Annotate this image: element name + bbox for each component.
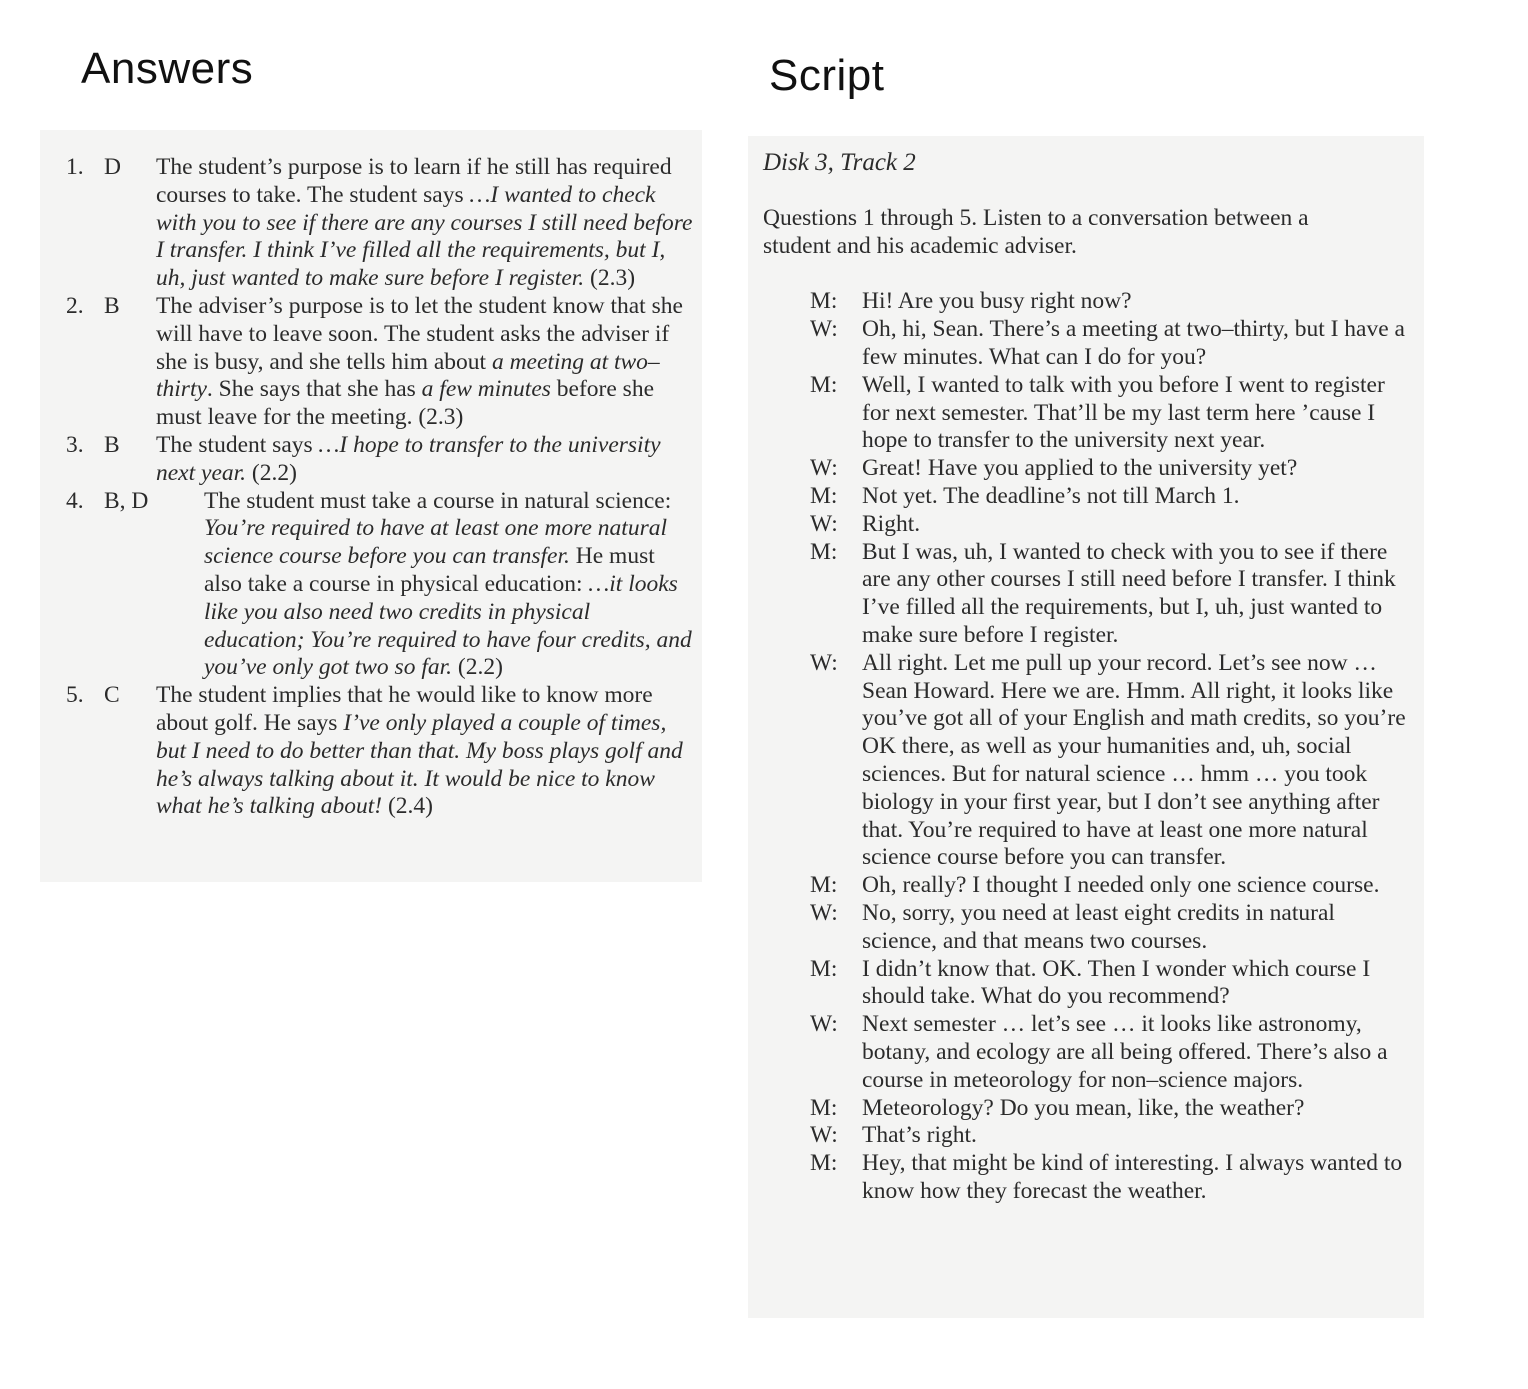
answer-number: 5. (66, 682, 84, 709)
dialogue-line (810, 372, 1413, 455)
answer-number: 3. (66, 431, 84, 458)
speaker-label: M: (810, 371, 838, 398)
dialogue-text: I didn’t know that. OK. Then I wonder which course I should take. What do you recommend? (862, 955, 1371, 1010)
speaker-label: W: (810, 649, 838, 676)
answer-explanation: The student implies that he would like to know more about golf. He says I’ve only played a couple of times, but I need to do better than that. My boss plays golf and he’s always talking about it. It would be nice to know what he’s talking about! (2.4) (156, 682, 683, 820)
answer-item (66, 293, 696, 432)
dialogue-line (810, 872, 1413, 900)
dialogue-list (810, 288, 1413, 1205)
dialogue-line (810, 1150, 1413, 1206)
speaker-label: M: (810, 1094, 838, 1121)
dialogue-line (810, 511, 1413, 539)
dialogue-line (810, 316, 1413, 372)
speaker-label: W: (810, 1011, 838, 1038)
dialogue-text: Next semester … let’s see … it looks like astronomy, botany, and ecology are all being offered. There’s also a course in meteorology for non–science majors. (862, 1011, 1388, 1093)
dialogue-text: All right. Let me pull up your record. Let’s see now … Sean Howard. Here we are. Hmm. All right, it looks like you’ve got all of your English and math credits, so you’re OK there, as well as your humanities and, uh, social sciences. But for natural science … hmm … you took biology in your first year, but I don’t see anything after that. You’re required to have at least one more natural science course before you can transfer. (862, 649, 1406, 871)
dialogue-line (810, 900, 1413, 956)
dialogue-text: But I was, uh, I wanted to check with you to see if there are any other courses I still need before I transfer. I think I’ve filled all the requirements, but I, uh, just wanted to make sure before I register. (862, 538, 1396, 648)
dialogue-line (810, 650, 1413, 872)
script-panel (763, 149, 1413, 1206)
answer-item (66, 682, 696, 821)
answer-number: 1. (66, 154, 84, 180)
dialogue-line (810, 455, 1413, 483)
dialogue-line (810, 539, 1413, 650)
speaker-label: M: (810, 1150, 838, 1177)
dialogue-text: Not yet. The deadline’s not till March 1. (862, 482, 1240, 509)
dialogue-text: Great! Have you applied to the university yet? (862, 455, 1298, 482)
dialogue-text: Well, I wanted to talk with you before I went to register for next semester. That’ll be my last term here ’cause I hope to transfer to the university next year. (862, 371, 1385, 454)
dialogue-line (810, 956, 1413, 1012)
speaker-label: W: (810, 899, 838, 926)
answer-explanation: The student’s purpose is to learn if he still has required courses to take. The student says …I wanted to check with you to see if there are any courses I still need before I transfer. I think I’ve filled all the requirements, but I, uh, just wanted to make sure before I register. (2.3) (156, 154, 693, 292)
answer-number: 4. (66, 487, 84, 514)
dialogue-text: No, sorry, you need at least eight credits in natural science, and that means two courses. (862, 899, 1335, 954)
dialogue-line (810, 1011, 1413, 1094)
speaker-label: W: (810, 455, 838, 482)
dialogue-line (810, 1095, 1413, 1123)
answer-number: 2. (66, 292, 84, 319)
speaker-label: W: (810, 1122, 838, 1149)
answer-explanation: The student must take a course in natural science: You’re required to have at least one more natural science course before you can transfer. He must also take a course in physical education: …it looks like you also need two credits in physical education; You’re required to have four credits, and you’ve only got two so far. (2.2) (204, 487, 692, 681)
answer-letter: B, D (104, 487, 149, 514)
dialogue-text: Oh, really? I thought I needed only one science course. (862, 872, 1380, 899)
dialogue-text: Meteorology? Do you mean, like, the weather? (862, 1094, 1305, 1121)
dialogue-text: Hey, that might be kind of interesting. I always wanted to know how they forecast the weather. (862, 1150, 1403, 1204)
dialogue-text: Hi! Are you busy right now? (862, 288, 1132, 315)
speaker-label: M: (810, 872, 838, 899)
disk-track-label: Disk 3, Track 2 (763, 149, 916, 176)
speaker-label: W: (810, 510, 838, 537)
answers-heading: Answers (81, 44, 254, 93)
script-intro: Questions 1 through 5. Listen to a conversation between a student and his academic adviser. (763, 204, 1309, 259)
answer-item (66, 488, 696, 683)
dialogue-text: Right. (862, 510, 921, 537)
answer-letter: D (104, 154, 121, 180)
speaker-label: M: (810, 288, 838, 315)
speaker-label: W: (810, 316, 838, 343)
answers-list (66, 154, 696, 821)
dialogue-line (810, 288, 1413, 316)
script-heading: Script (769, 51, 885, 100)
speaker-label: M: (810, 955, 838, 982)
dialogue-line (810, 1122, 1413, 1150)
answer-letter: C (104, 682, 120, 709)
dialogue-text: That’s right. (862, 1122, 977, 1149)
dialogue-line (810, 483, 1413, 511)
answer-explanation: The adviser’s purpose is to let the student know that she will have to leave soon. The student asks the adviser if she is busy, and she tells him about a meeting at two–thirty. She says that she has a few minutes before she must leave for the meeting. (2.3) (156, 292, 683, 431)
dialogue-text: Oh, hi, Sean. There’s a meeting at two–thirty, but I have a few minutes. What can I do for you? (862, 316, 1405, 370)
answer-item (66, 154, 696, 293)
answer-explanation: The student says …I hope to transfer to the university next year. (2.2) (156, 431, 661, 486)
answer-item (66, 432, 696, 488)
answer-letter: B (104, 292, 120, 319)
speaker-label: M: (810, 482, 838, 509)
answer-letter: B (104, 431, 120, 458)
speaker-label: M: (810, 538, 838, 565)
